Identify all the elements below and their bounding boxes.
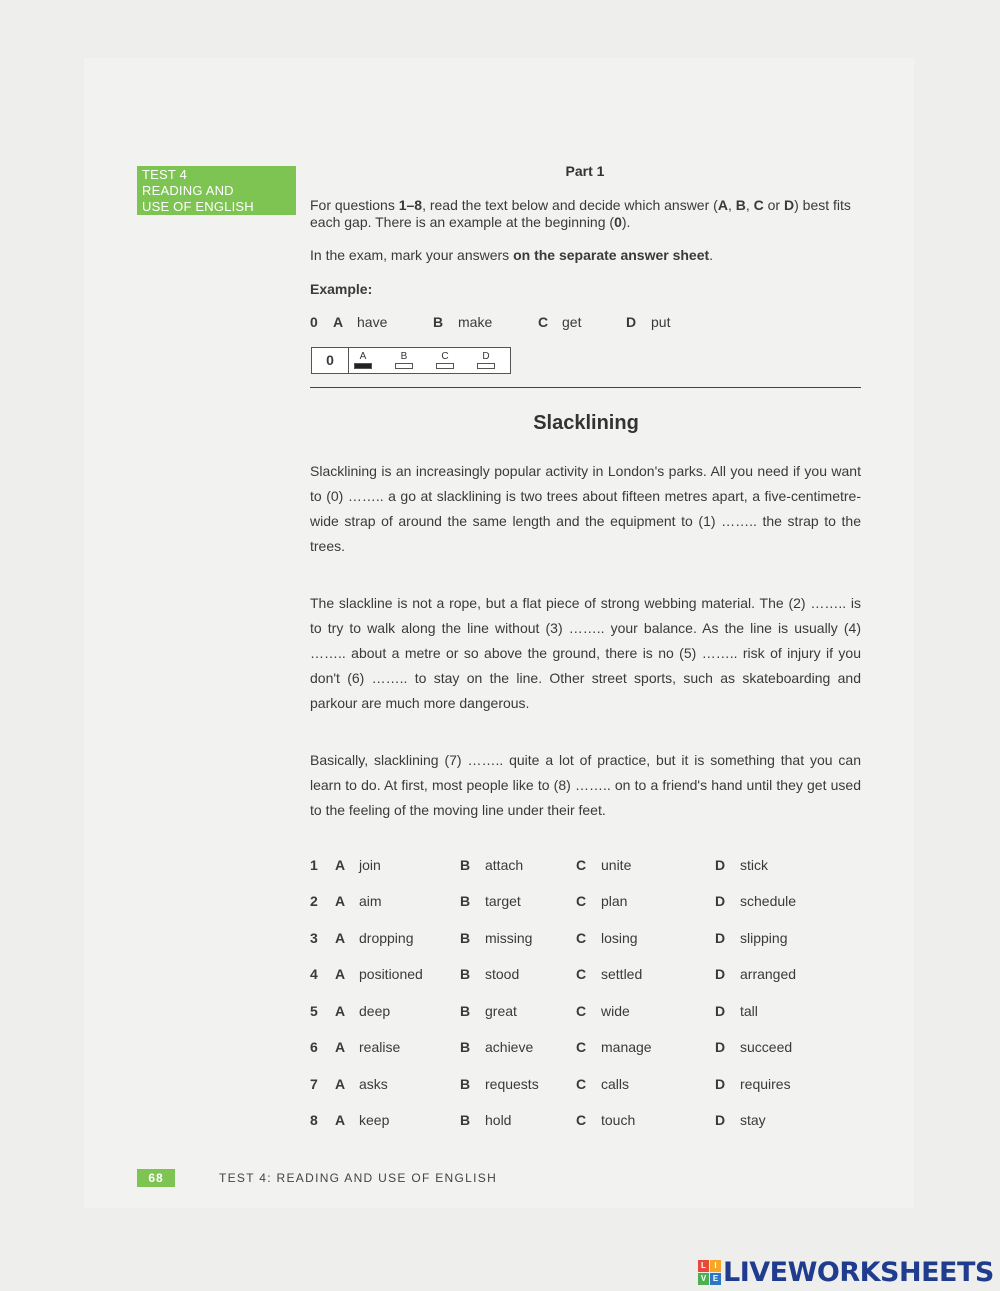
section-tag-line-1: TEST 4 — [142, 167, 188, 182]
answer-box-letter: B — [400, 351, 408, 362]
option-letter-c: C — [576, 893, 587, 909]
option-b: great — [485, 1003, 517, 1019]
question-number: 6 — [310, 1039, 318, 1055]
question-number: 3 — [310, 930, 318, 946]
answer-box-letter: A — [359, 351, 367, 362]
option-letter-c: C — [576, 1076, 587, 1092]
option-b: requests — [485, 1076, 539, 1092]
example-letter-c: C — [538, 314, 549, 330]
option-letter-c: C — [576, 966, 587, 982]
example-letter-b: B — [433, 314, 444, 330]
option-b: hold — [485, 1112, 512, 1128]
logo-tile: V — [698, 1273, 709, 1285]
option-letter-d: D — [715, 857, 726, 873]
option-d: requires — [740, 1076, 791, 1092]
option-c: settled — [601, 966, 643, 982]
instr-text: For questions — [310, 197, 399, 213]
option-letter-a: A — [335, 966, 346, 982]
option-a: join — [359, 857, 381, 873]
liveworksheets-icon — [698, 1260, 720, 1284]
answer-sheet-instruction — [310, 247, 862, 264]
option-c: manage — [601, 1039, 652, 1055]
instr-text: , read the text below and decide which answer ( — [422, 197, 718, 213]
option-letter-d: D — [715, 1003, 726, 1019]
option-letter-a: A — [335, 930, 346, 946]
option-c: losing — [601, 930, 638, 946]
question-number: 4 — [310, 966, 318, 982]
option-b: stood — [485, 966, 520, 982]
option-letter-b: B — [460, 893, 471, 909]
example-label: Example: — [310, 281, 373, 297]
running-title: TEST 4: READING AND USE OF ENGLISH — [219, 1171, 498, 1185]
option-b: target — [485, 893, 521, 909]
section-tag — [137, 166, 296, 215]
answer-box-option-c — [435, 351, 455, 369]
option-letter-a: A — [335, 1003, 346, 1019]
instr-letter: D — [783, 197, 795, 213]
option-letter-b: B — [460, 966, 471, 982]
option-d: succeed — [740, 1039, 793, 1055]
instr-letter: B — [735, 197, 746, 213]
section-tag-line-3: USE OF ENGLISH — [142, 199, 254, 214]
option-b: achieve — [485, 1039, 534, 1055]
liveworksheets-logo — [698, 1257, 994, 1287]
section-divider — [310, 387, 861, 388]
example-word-b: make — [458, 314, 493, 330]
option-c: touch — [601, 1112, 636, 1128]
option-d: arranged — [740, 966, 797, 982]
example-word-d: put — [651, 314, 671, 330]
instr-text: In the exam, mark your answers — [310, 247, 514, 263]
option-letter-c: C — [576, 930, 587, 946]
instr-text: ) best fits each gap. There is an example at the beginning ( — [310, 197, 851, 230]
option-letter-b: B — [460, 1039, 471, 1055]
logo-tile: I — [710, 1260, 721, 1272]
option-letter-a: A — [335, 1076, 346, 1092]
option-a: dropping — [359, 930, 414, 946]
option-letter-d: D — [715, 1076, 726, 1092]
option-letter-d: D — [715, 930, 726, 946]
option-d: stick — [740, 857, 768, 873]
option-letter-d: D — [715, 1039, 726, 1055]
question-number: 2 — [310, 893, 318, 909]
instructions-paragraph — [310, 197, 862, 231]
instr-text: or — [763, 197, 784, 213]
instr-text: , — [745, 197, 754, 213]
option-letter-d: D — [715, 893, 726, 909]
answer-box-letter: C — [441, 351, 449, 362]
option-a: deep — [359, 1003, 391, 1019]
answer-box-mark — [395, 363, 413, 369]
option-a: realise — [359, 1039, 401, 1055]
example-word-a: have — [357, 314, 388, 330]
option-c: unite — [601, 857, 632, 873]
answer-box-option-d — [476, 351, 496, 369]
article-paragraph-3: Basically, slacklining (7) …….. quite a lot of practice, but it is something that you can learn to do. At first, most people like to (8) …….. on to a friend's hand until they get used to the feeling of the moving line under their feet. — [310, 752, 861, 818]
page-number: 68 — [137, 1169, 175, 1187]
option-c: calls — [601, 1076, 630, 1092]
option-letter-a: A — [335, 1112, 346, 1128]
option-b: attach — [485, 857, 524, 873]
option-letter-b: B — [460, 857, 471, 873]
option-letter-b: B — [460, 1003, 471, 1019]
liveworksheets-wordmark: LIVEWORKSHEETS — [723, 1256, 994, 1288]
instr-letter: C — [753, 197, 764, 213]
option-d: tall — [740, 1003, 758, 1019]
option-c: wide — [601, 1003, 630, 1019]
option-letter-d: D — [715, 1112, 726, 1128]
example-word-c: get — [562, 314, 582, 330]
answer-box-option-a — [353, 351, 373, 369]
instr-range: 1–8 — [398, 197, 423, 213]
option-letter-b: B — [460, 1076, 471, 1092]
question-number: 7 — [310, 1076, 318, 1092]
answer-box-option-b — [394, 351, 414, 369]
option-letter-a: A — [335, 1039, 346, 1055]
instr-zero: 0 — [614, 214, 622, 230]
option-letter-c: C — [576, 1039, 587, 1055]
logo-tile: L — [698, 1260, 709, 1272]
instr-text: , — [727, 197, 736, 213]
example-number: 0 — [310, 314, 318, 330]
instr-letter: A — [717, 197, 728, 213]
article-title: Slacklining — [533, 412, 639, 434]
answer-box-mark-filled — [354, 363, 372, 369]
option-letter-c: C — [576, 857, 587, 873]
answer-box-letter: D — [482, 351, 490, 362]
instr-emphasis: on the separate answer sheet — [513, 247, 710, 263]
option-a: keep — [359, 1112, 390, 1128]
example-letter-a: A — [333, 314, 344, 330]
option-a: aim — [359, 893, 382, 909]
option-letter-b: B — [460, 1112, 471, 1128]
part-title: Part 1 — [565, 163, 605, 179]
example-answer-box — [311, 347, 511, 374]
answer-box-mark — [436, 363, 454, 369]
option-letter-a: A — [335, 857, 346, 873]
question-number: 8 — [310, 1112, 318, 1128]
article-paragraph-2: The slackline is not a rope, but a flat piece of strong webbing material. The (2) …….. is to try to walk along the line without (3) …….. your balance. As the line is usually (4) …….. about a metre or so above the ground, there is no (5) …….. risk of injury if you don't (6) …….. to stay on the line. Other street sports, such as skateboarding and parkour are much more dangerous. — [310, 595, 861, 711]
question-number: 5 — [310, 1003, 318, 1019]
option-letter-b: B — [460, 930, 471, 946]
option-b: missing — [485, 930, 533, 946]
logo-tile: E — [710, 1273, 721, 1285]
option-a: positioned — [359, 966, 423, 982]
option-a: asks — [359, 1076, 388, 1092]
option-d: schedule — [740, 893, 797, 909]
answer-box-number: 0 — [312, 348, 349, 373]
option-letter-c: C — [576, 1003, 587, 1019]
section-tag-line-2: READING AND — [142, 183, 234, 198]
answer-box-mark — [477, 363, 495, 369]
option-c: plan — [601, 893, 628, 909]
option-d: stay — [740, 1112, 766, 1128]
example-letter-d: D — [626, 314, 637, 330]
option-letter-d: D — [715, 966, 726, 982]
option-d: slipping — [740, 930, 788, 946]
instr-text: ). — [621, 214, 631, 230]
question-number: 1 — [310, 857, 318, 873]
instr-text: . — [709, 247, 714, 263]
option-letter-a: A — [335, 893, 346, 909]
article-paragraph-1: Slacklining is an increasingly popular activity in London's parks. All you need if you want to (0) …….. a go at slacklining is two trees about fifteen metres apart, a five-centimetre-wide strap of around the same length and the equipment to (1) …….. the strap to the trees. — [310, 463, 861, 554]
option-letter-c: C — [576, 1112, 587, 1128]
